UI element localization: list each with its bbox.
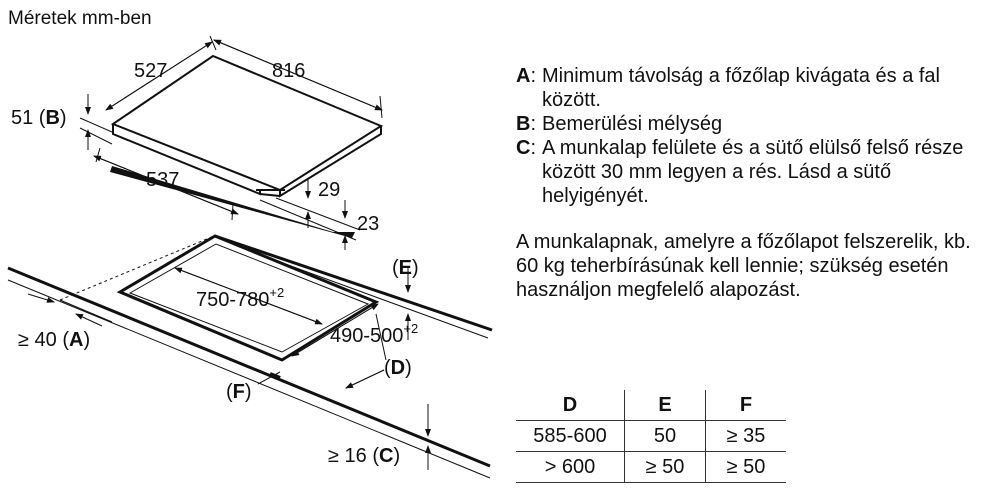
label-e: (E) bbox=[392, 257, 419, 279]
dim-cutout-depth: $490-500^{+2}$ bbox=[330, 321, 419, 347]
countertop-drawing bbox=[8, 236, 492, 478]
legend bbox=[516, 64, 986, 208]
table-cell: > 600 bbox=[516, 452, 625, 483]
dim-cutout-width: $750-780^{+2}$ bbox=[196, 285, 285, 311]
table-cell: ≥ 35 bbox=[706, 421, 787, 452]
table-row bbox=[516, 421, 786, 452]
table-row bbox=[516, 452, 786, 483]
table-cell: 585-600 bbox=[516, 421, 625, 452]
dim-min-16-c: ≥ 16 (C) bbox=[328, 445, 401, 467]
dim-537: 537 bbox=[146, 169, 180, 191]
table-header-f: F bbox=[706, 390, 787, 421]
dim-23: 23 bbox=[357, 213, 380, 235]
table-cell: ≥ 50 bbox=[706, 452, 787, 483]
table-header-d: D bbox=[516, 390, 625, 421]
table-cell: ≥ 50 bbox=[625, 452, 706, 483]
table-header-e: E bbox=[625, 390, 706, 421]
legend-item-a: A : Minimum távolság a főzőlap kivágata és a fal között. bbox=[516, 64, 986, 112]
legend-key: A bbox=[516, 65, 531, 87]
legend-item-c: C : A munkalap felülete és a sütő elülső felső része között 30 mm legyen a rés. Lásd a sütő helyigényét. bbox=[516, 136, 986, 208]
table-header-row bbox=[516, 390, 786, 421]
clearance-table bbox=[516, 390, 786, 483]
cooktop-drawing bbox=[110, 56, 381, 238]
legend-key: C bbox=[516, 137, 531, 159]
legend-text: Bemerülési mélység bbox=[542, 113, 723, 135]
dim-29: 29 bbox=[318, 179, 341, 201]
dim-51-b: 51 (B) bbox=[11, 107, 67, 129]
table-cell: 50 bbox=[625, 421, 706, 452]
load-note: A munkalapnak, amelyre a főzőlapot felszerelik, kb. 60 kg teherbírásúnak kell lennie; szükség esetén használjon megfelelő alapozást. bbox=[516, 231, 971, 301]
page-title: Méretek mm-ben bbox=[8, 8, 152, 29]
dim-min-40-a: ≥ 40 (A) bbox=[18, 329, 91, 351]
legend-text: Minimum távolság a főzőlap kivágata és a fal között. bbox=[542, 65, 940, 111]
label-d: (D) bbox=[384, 357, 412, 379]
legend-text: A munkalap felülete és a sütő elülső felső része között 30 mm legyen a rés. Lásd a sütő helyigényét. bbox=[542, 137, 964, 207]
label-f: (F) bbox=[226, 381, 252, 403]
dim-816: 816 bbox=[272, 60, 306, 82]
dim-527: 527 bbox=[134, 60, 168, 82]
legend-key: B bbox=[516, 113, 531, 135]
legend-item-b: B : Bemerülési mélység bbox=[516, 112, 986, 136]
